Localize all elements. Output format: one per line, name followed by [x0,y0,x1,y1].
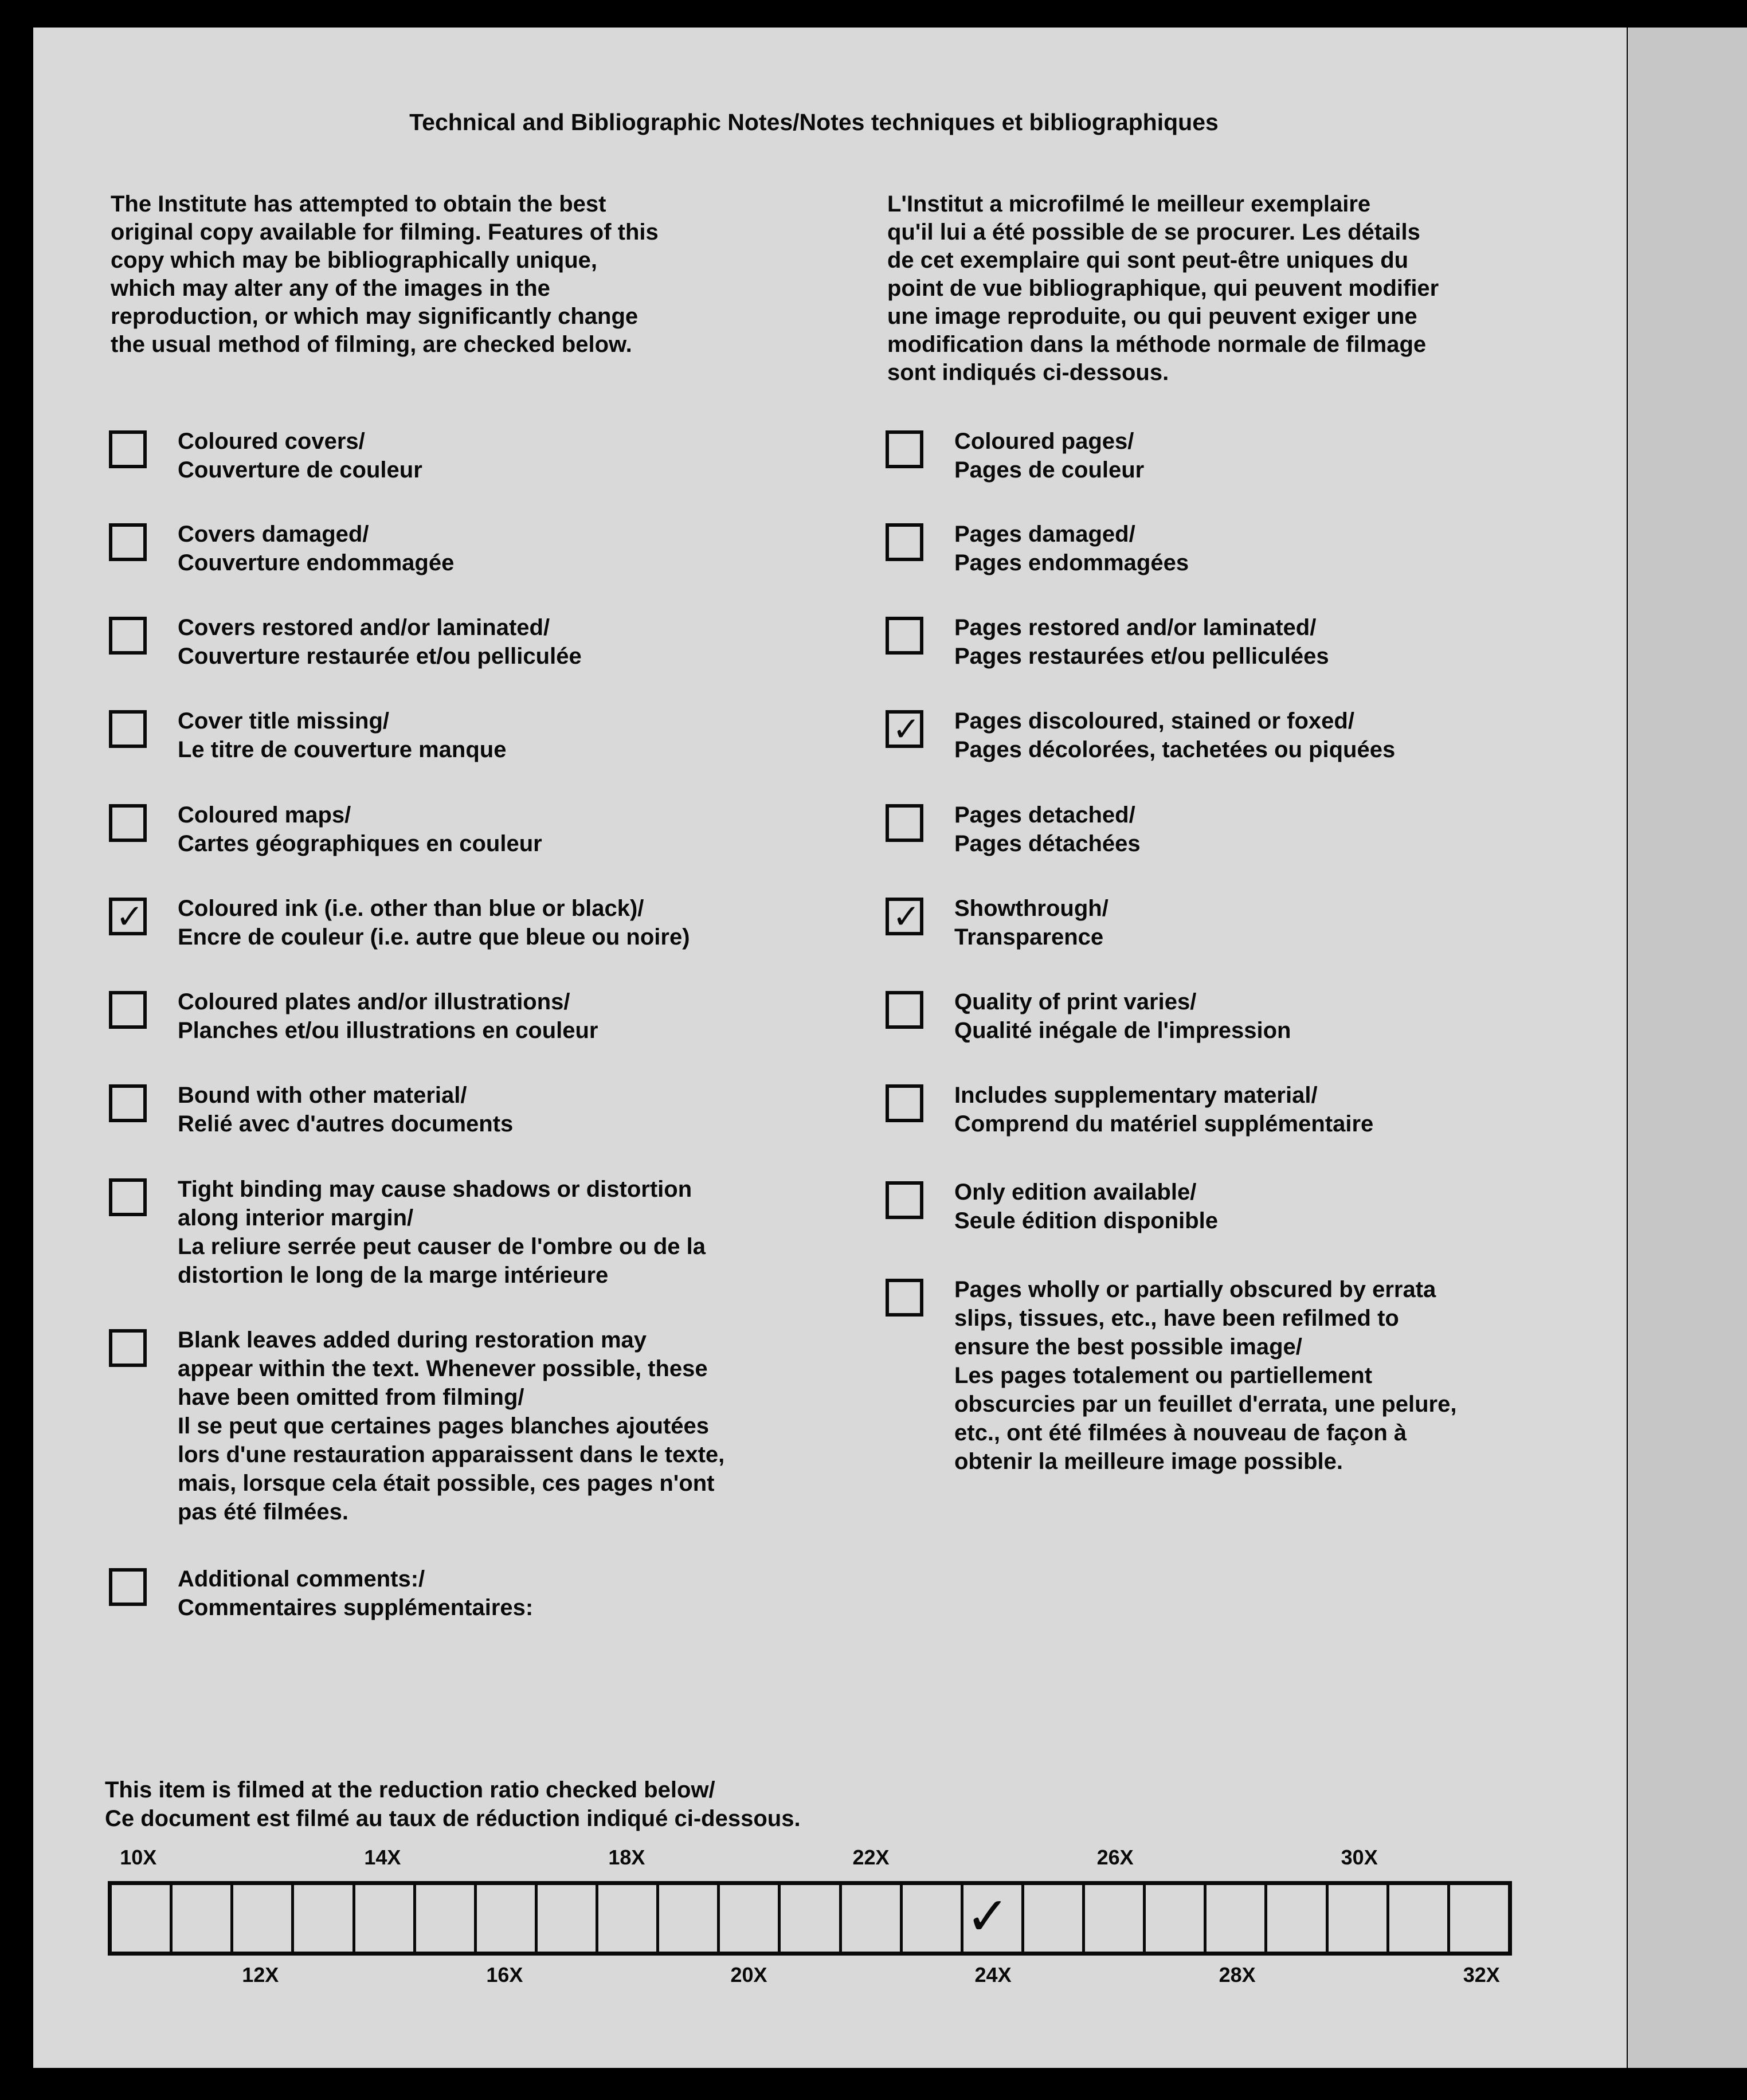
left-item-line: along interior margin/ [178,1205,414,1231]
right-checkbox[interactable] [886,430,923,468]
right-item-label [954,707,1395,764]
left-item-label [178,707,506,764]
right-item-line: Includes supplementary material/ [954,1083,1318,1108]
ratio-cell[interactable] [1207,1885,1267,1952]
ratio-cell[interactable] [1085,1885,1146,1952]
left-item-label [178,894,690,951]
left-item-line: lors d'une restauration apparaissent dans le texte, [178,1442,725,1467]
left-item-line: Additional comments:/ [178,1566,425,1592]
left-item-line: Tight binding may cause shadows or distortion [178,1177,692,1202]
left-checkbox[interactable] [109,1568,147,1606]
left-item-label [178,427,422,484]
ratio-cell[interactable] [1267,1885,1328,1952]
right-item-line: Qualité inégale de l'impression [954,1018,1291,1043]
ratio-grid [108,1881,1512,1956]
ratio-label-top: 18X [608,1846,645,1869]
left-item-line: have been omitted from filming/ [178,1385,524,1410]
left-item-line: Couverture restaurée et/ou pelliculée [178,644,582,669]
right-item-line: Pages damaged/ [954,522,1135,547]
checkmark-icon: ✓ [965,1886,1010,1947]
ratio-label-top: 14X [364,1846,401,1869]
ratio-cell[interactable] [1146,1885,1207,1952]
left-item-line: distortion le long de la marge intérieure [178,1263,609,1288]
left-item-line: Covers damaged/ [178,522,369,547]
left-item-line: Coloured covers/ [178,429,365,454]
left-checkbox[interactable] [109,898,147,935]
right-item-line: Pages de couleur [954,457,1145,483]
right-item-label [954,520,1189,577]
left-item-line: Cover title missing/ [178,708,389,734]
ratio-label-top: 26X [1096,1846,1134,1869]
left-item-label [178,1326,724,1526]
ratio-cell[interactable] [173,1885,233,1952]
right-item-line: ensure the best possible image/ [954,1334,1302,1359]
ratio-cell[interactable] [294,1885,355,1952]
left-checkbox[interactable] [109,523,147,561]
ratio-cell[interactable] [1389,1885,1450,1952]
ratio-cell[interactable] [416,1885,477,1952]
right-checkbox[interactable] [886,898,923,935]
left-item-label [178,1081,513,1138]
right-item-line: obtenir la meilleure image possible. [954,1449,1343,1474]
ratio-cell[interactable] [781,1885,841,1952]
ratio-cell[interactable] [903,1885,963,1952]
left-item-line: Couverture endommagée [178,550,455,575]
left-checkbox[interactable] [109,1329,147,1367]
right-item-line: Only edition available/ [954,1180,1197,1205]
left-checkbox[interactable] [109,430,147,468]
right-item-line: etc., ont été filmées à nouveau de façon à [954,1420,1407,1445]
right-item-line: Pages detached/ [954,802,1135,828]
left-checkbox[interactable] [109,617,147,655]
left-item-line: Covers restored and/or laminated/ [178,615,550,640]
left-checkbox[interactable] [109,804,147,842]
reduction-ratio-en: This item is filmed at the reduction ratio checked below/ [105,1777,715,1803]
left-item-label [178,613,582,671]
ratio-cell[interactable] [720,1885,781,1952]
right-item-line: Pages détachées [954,831,1141,856]
left-item-label [178,1565,533,1622]
reduction-ratio-fr: Ce document est filmé au taux de réduction indiqué ci-dessous. [105,1806,801,1831]
right-item-line: Pages restored and/or laminated/ [954,615,1317,640]
left-item-line: Coloured maps/ [178,802,351,828]
right-item-line: Pages wholly or partially obscured by errata [954,1277,1436,1302]
left-checkbox[interactable] [109,710,147,748]
left-item-line: Planches et/ou illustrations en couleur [178,1018,598,1043]
ratio-cell[interactable] [659,1885,720,1952]
right-checkbox[interactable] [886,523,923,561]
left-item-label [178,1175,706,1290]
left-item-line: Coloured plates and/or illustrations/ [178,989,570,1014]
right-checkbox[interactable] [886,1181,923,1219]
right-item-label [954,988,1291,1045]
right-item-line: Pages discoloured, stained or foxed/ [954,708,1354,734]
right-checkbox[interactable] [886,1084,923,1122]
right-item-line: Quality of print varies/ [954,989,1197,1014]
right-item-line: obscurcies par un feuillet d'errata, une pelure, [954,1392,1457,1417]
right-item-line: Pages restaurées et/ou pelliculées [954,644,1329,669]
right-item-line: Comprend du matériel supplémentaire [954,1111,1374,1137]
checkmark-icon: ✓ [892,897,920,936]
right-item-label [954,427,1144,484]
left-item-line: Cartes géographiques en couleur [178,831,542,856]
left-item-label [178,801,542,858]
ratio-cell[interactable] [538,1885,598,1952]
right-checkbox[interactable] [886,804,923,842]
right-item-line: Showthrough/ [954,896,1108,921]
ratio-cell[interactable] [842,1885,903,1952]
right-item-line: Seule édition disponible [954,1208,1219,1233]
right-item-label [954,801,1141,858]
ratio-cell[interactable] [233,1885,294,1952]
left-item-line: Blank leaves added during restoration may [178,1327,647,1353]
right-item-line: Les pages totalement ou partiellement [954,1363,1373,1388]
ratio-cell[interactable] [112,1885,173,1952]
left-item-line: Il se peut que certaines pages blanches ajoutées [178,1413,710,1439]
ratio-cell[interactable] [1024,1885,1085,1952]
right-item-label [954,613,1329,671]
left-item-line: Encre de couleur (i.e. autre que bleue ou noire) [178,924,690,950]
reduction-ratio-caption [105,1776,801,1833]
ratio-cell[interactable] [963,1885,1024,1952]
left-checkbox[interactable] [109,991,147,1029]
ratio-cell[interactable] [1329,1885,1389,1952]
ratio-label-bottom: 20X [730,1963,767,1987]
left-checkbox[interactable] [109,1084,147,1122]
right-item-label [954,1081,1373,1138]
left-item-label [178,988,598,1045]
left-item-line: mais, lorsque cela était possible, ces pages n'ont [178,1471,715,1496]
ratio-label-bottom: 24X [974,1963,1012,1987]
ratio-label-top: 30X [1341,1846,1378,1869]
left-item-line: appear within the text. Whenever possible, these [178,1356,708,1381]
ratio-label-top: 10X [120,1846,157,1869]
left-item-line: Coloured ink (i.e. other than blue or black)/ [178,896,644,921]
ratio-cell[interactable] [477,1885,538,1952]
ratio-cell[interactable] [1450,1885,1508,1952]
intro-english: The Institute has attempted to obtain the best original copy available for filming. Features of this copy which may be bibliographically unique, which may alter any of the images in the reproduction, or which may significantly change the usual method of filming, are checked below. [111,191,659,357]
left-item-line: Bound with other material/ [178,1083,467,1108]
right-item-label [954,1178,1218,1235]
ratio-label-bottom: 16X [486,1963,523,1987]
right-checkbox[interactable] [886,617,923,655]
intro-french: L'Institut a microfilmé le meilleur exemplaire qu'il lui a été possible de se procurer. Les détails de cet exemplaire qui sont peut-être uniques du point de vue bibliographique, qui peuvent modifier une image reproduite, ou qui peuvent exiger une modification dans la méthode normale de filmage sont indiqués ci-dessous. [887,191,1439,385]
page-title: Technical and Bibliographic Notes/Notes techniques et bibliographiques [409,109,1219,135]
right-item-line: Pages décolorées, tachetées ou piquées [954,737,1396,762]
ratio-label-top: 22X [852,1846,890,1869]
left-item-line: Commentaires supplémentaires: [178,1595,534,1620]
left-item-line: Couverture de couleur [178,457,422,483]
right-item-line: Coloured pages/ [954,429,1134,454]
checkmark-icon: ✓ [116,897,144,936]
ratio-label-bottom: 28X [1219,1963,1256,1987]
right-checkbox[interactable] [886,991,923,1029]
right-item-label [954,894,1108,951]
ratio-cell[interactable] [598,1885,659,1952]
right-checkbox[interactable] [886,1279,923,1317]
ratio-cell[interactable] [355,1885,416,1952]
left-checkbox[interactable] [109,1178,147,1216]
left-item-label [178,520,454,577]
right-checkbox[interactable] [886,710,923,748]
left-item-line: La reliure serrée peut causer de l'ombre ou de la [178,1234,706,1259]
film-edge [1628,28,1747,2068]
left-item-line: Le titre de couverture manque [178,737,507,762]
right-item-line: slips, tissues, etc., have been refilmed to [954,1306,1399,1331]
right-item-line: Transparence [954,924,1104,950]
left-item-line: Relié avec d'autres documents [178,1111,514,1137]
right-item-line: Pages endommagées [954,550,1189,575]
checkmark-icon: ✓ [892,710,920,749]
right-item-label [954,1275,1456,1476]
ratio-label-bottom: 32X [1463,1963,1500,1987]
left-item-line: pas été filmées. [178,1499,348,1525]
ratio-label-bottom: 12X [242,1963,279,1987]
